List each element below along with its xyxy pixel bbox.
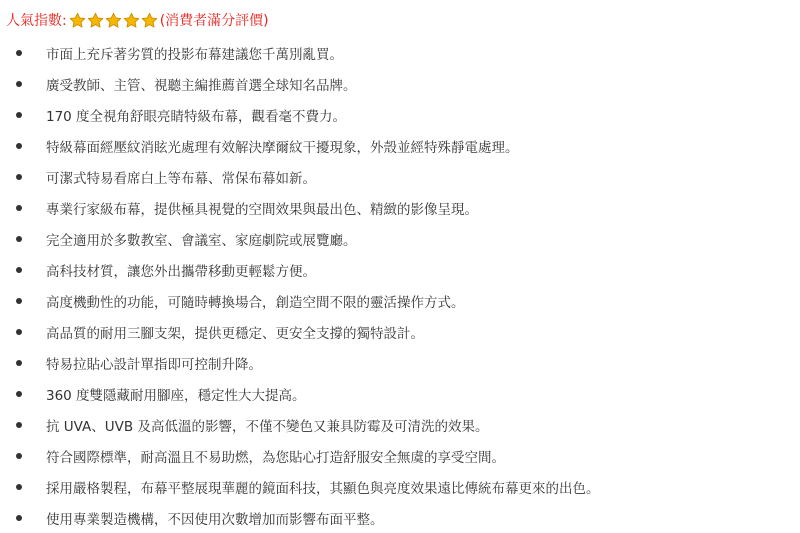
list-item-text: 特級幕面經壓紋消眩光處理有效解決摩爾紋干擾現象，外殼並經特殊靜電處理。 (46, 139, 519, 156)
bullet-icon (16, 391, 22, 397)
list-item-text: 專業行家級布幕，提供極具視覺的空間效果與最出色、精緻的影像呈現。 (46, 201, 478, 218)
feature-list (0, 37, 800, 533)
star-icon (87, 12, 104, 29)
list-item (0, 161, 800, 192)
bullet-icon (16, 484, 22, 490)
list-item (0, 37, 800, 68)
list-item (0, 254, 800, 285)
star-icon (123, 12, 140, 29)
list-item (0, 285, 800, 316)
bullet-icon (16, 174, 22, 180)
rating-stars (69, 12, 159, 29)
list-item-text: 可潔式特易看席白上等布幕、常保布幕如新。 (46, 170, 316, 187)
list-item-text: 170 度全視角舒眼亮睛特級布幕，觀看毫不費力。 (46, 108, 347, 125)
list-item (0, 440, 800, 471)
list-item-text: 高度機動性的功能，可隨時轉換場合，創造空間不限的靈活操作方式。 (46, 294, 465, 311)
bullet-icon (16, 422, 22, 428)
list-item-text: 高品質的耐用三腳支架，提供更穩定、更安全支撐的獨特設計。 (46, 325, 424, 342)
bullet-icon (16, 236, 22, 242)
list-item (0, 316, 800, 347)
list-item (0, 192, 800, 223)
bullet-icon (16, 143, 22, 149)
list-item-text: 使用專業製造機構，不因使用次數增加而影響布面平整。 (46, 511, 384, 528)
bullet-icon (16, 81, 22, 87)
list-item (0, 502, 800, 533)
bullet-icon (16, 329, 22, 335)
list-item (0, 223, 800, 254)
bullet-icon (16, 205, 22, 211)
list-item-text: 採用嚴格製程，布幕平整展現華麗的鏡面科技，其顯色與亮度效果遠比傳統布幕更來的出色。 (46, 480, 600, 497)
list-item-text: 高科技材質，讓您外出攜帶移動更輕鬆方便。 (46, 263, 316, 280)
list-item (0, 409, 800, 440)
list-item-text: 特易拉貼心設計單指即可控制升降。 (46, 356, 262, 373)
star-icon (105, 12, 122, 29)
list-item-text: 符合國際標準，耐高溫且不易助燃，為您貼心打造舒服安全無虞的享受空間。 (46, 449, 505, 466)
list-item (0, 378, 800, 409)
list-item-text: 市面上充斥著劣質的投影布幕建議您千萬別亂買。 (46, 46, 343, 63)
rating-note: (消費者滿分評價) (159, 13, 269, 29)
bullet-icon (16, 112, 22, 118)
star-icon (141, 12, 158, 29)
bullet-icon (16, 267, 22, 273)
list-item-text: 廣受教師、主管、視聽主編推薦首選全球知名品牌。 (46, 77, 357, 94)
star-icon (69, 12, 86, 29)
bullet-icon (16, 360, 22, 366)
list-item (0, 471, 800, 502)
bullet-icon (16, 453, 22, 459)
bullet-icon (16, 515, 22, 521)
bullet-icon (16, 298, 22, 304)
list-item (0, 68, 800, 99)
bullet-icon (16, 50, 22, 56)
list-item (0, 99, 800, 130)
list-item-text: 抗 UVA、UVB 及高低溫的影響，不僅不變色又兼具防霉及可清洗的效果。 (46, 418, 489, 435)
rating-header (6, 9, 269, 31)
list-item-text: 360 度雙隱藏耐用腳座，穩定性大大提高。 (46, 387, 306, 404)
rating-label: 人氣指數: (6, 13, 67, 29)
list-item (0, 130, 800, 161)
list-item (0, 347, 800, 378)
list-item-text: 完全適用於多數教室、會議室、家庭劇院或展覽廳。 (46, 232, 357, 249)
